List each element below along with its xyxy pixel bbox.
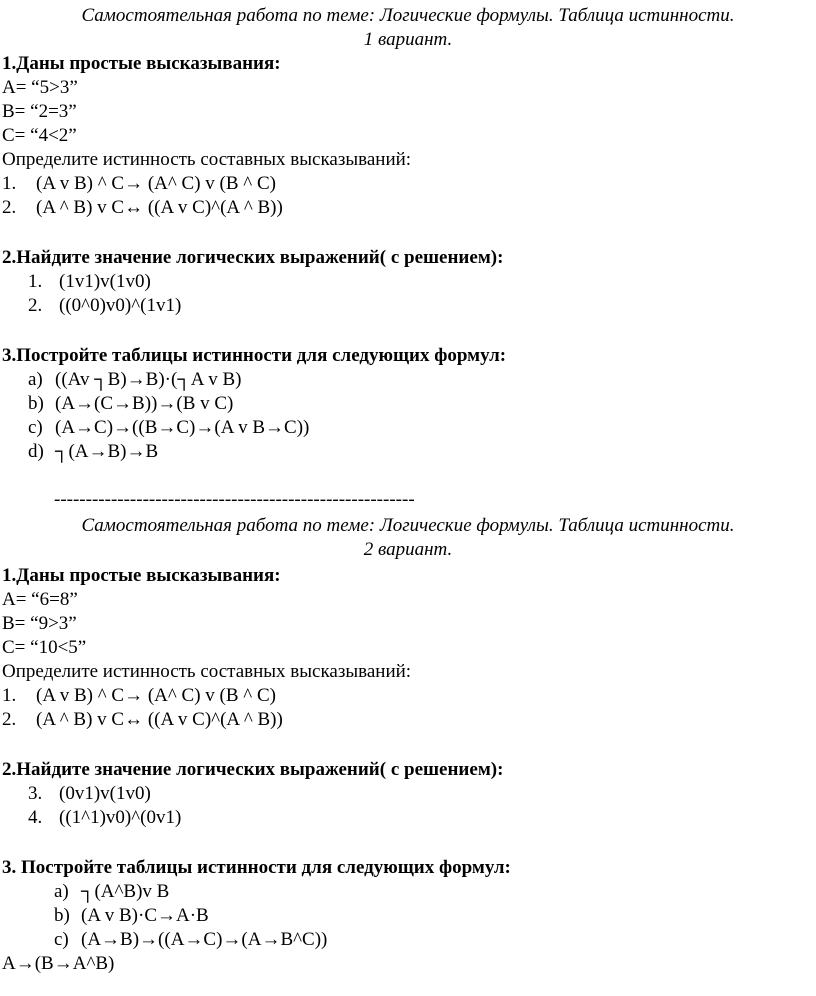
compound-text: (A ^ B) v C↔ ((A v C)^(A ^ B)) xyxy=(36,197,283,218)
formula-text: ┐(A^B)v B xyxy=(81,881,170,902)
expression-text: (1v1)v(1v0) xyxy=(59,271,151,292)
v1-formula-c xyxy=(28,416,309,440)
v1-determine: Определите истинность составных высказываний: xyxy=(2,149,412,170)
list-letter: a) xyxy=(28,369,43,390)
v1-expression-1 xyxy=(28,270,151,294)
formula-text: (A→C)→((B→C)→(A v B→C)) xyxy=(55,417,310,438)
v2-expression-4 xyxy=(28,806,181,830)
list-letter: a) xyxy=(54,881,69,902)
v1-compound-1 xyxy=(2,172,276,196)
list-number: 4. xyxy=(28,807,43,828)
formula-text: ┐(A→B)→B xyxy=(55,441,159,462)
v2-formula-a xyxy=(54,880,169,904)
list-letter: c) xyxy=(28,417,43,438)
list-letter: b) xyxy=(28,393,44,414)
compound-text: (A v B) ^ C→ (A^ C) v (B ^ C) xyxy=(36,173,276,194)
list-number: 1. xyxy=(2,173,17,194)
v1-formula-a xyxy=(28,368,241,392)
v2-variant: 2 вариант. xyxy=(363,539,453,560)
v2-formula-c xyxy=(54,928,327,952)
v1-statement-b: B= “2=3” xyxy=(2,101,77,122)
v2-statement-b: B= “9>3” xyxy=(2,613,77,634)
list-letter: c) xyxy=(54,929,69,950)
formula-text: (A v B)·C→A·B xyxy=(81,905,209,926)
formula-text: (A→B)→((A→C)→(A→B^C)) xyxy=(81,929,328,950)
list-number: 2. xyxy=(28,295,43,316)
list-number: 2. xyxy=(2,709,17,730)
v1-formula-b xyxy=(28,392,233,416)
v1-statement-a: A= “5>3” xyxy=(2,77,78,98)
expression-text: ((1^1)v0)^(0v1) xyxy=(59,807,182,828)
v2-expression-3 xyxy=(28,782,151,806)
list-number: 2. xyxy=(2,197,17,218)
v1-statement-c: C= “4<2” xyxy=(2,125,77,146)
formula-text: ((Av ┐B)→B)·(┐A v B) xyxy=(55,369,242,390)
v2-task1-heading: 1.Даны простые высказывания: xyxy=(2,565,281,586)
v1-formula-d xyxy=(28,440,158,464)
compound-text: (A v B) ^ C→ (A^ C) v (B ^ C) xyxy=(36,685,276,706)
v2-determine: Определите истинность составных высказываний: xyxy=(2,661,412,682)
v1-expression-2 xyxy=(28,294,181,318)
v1-task3-heading: 3.Постройте таблицы истинности для следующих формул: xyxy=(2,345,507,366)
v2-task2-heading: 2.Найдите значение логических выражений( с решением): xyxy=(2,759,504,780)
list-number: 1. xyxy=(28,271,43,292)
v2-compound-2 xyxy=(2,708,283,732)
v2-statement-c: C= “10<5” xyxy=(2,637,87,658)
v1-title: Самостоятельная работа по теме: Логические формулы. Таблица истинности. xyxy=(81,5,735,26)
list-letter: d) xyxy=(28,441,44,462)
v2-title: Самостоятельная работа по теме: Логические формулы. Таблица истинности. xyxy=(81,515,735,536)
expression-text: ((0^0)v0)^(1v1) xyxy=(59,295,182,316)
separator-line: --------------------------------------------------------- xyxy=(54,489,415,510)
v2-statement-a: A= “6=8” xyxy=(2,589,78,610)
formula-text: (A→(C→B))→(B v C) xyxy=(55,393,234,414)
v2-formula-b xyxy=(54,904,209,928)
v1-task1-heading: 1.Даны простые высказывания: xyxy=(2,53,281,74)
list-number: 1. xyxy=(2,685,17,706)
v1-variant: 1 вариант. xyxy=(363,29,453,50)
expression-text: (0v1)v(1v0) xyxy=(59,783,151,804)
compound-text: (A ^ B) v C↔ ((A v C)^(A ^ B)) xyxy=(36,709,283,730)
list-letter: b) xyxy=(54,905,70,926)
v1-compound-2 xyxy=(2,196,283,220)
v1-task2-heading: 2.Найдите значение логических выражений( с решением): xyxy=(2,247,504,268)
v2-formula-continuation: A→(B→A^B) xyxy=(2,953,115,974)
v2-compound-1 xyxy=(2,684,276,708)
list-number: 3. xyxy=(28,783,43,804)
v2-task3-heading: 3. Постройте таблицы истинности для следующих формул: xyxy=(2,857,511,878)
